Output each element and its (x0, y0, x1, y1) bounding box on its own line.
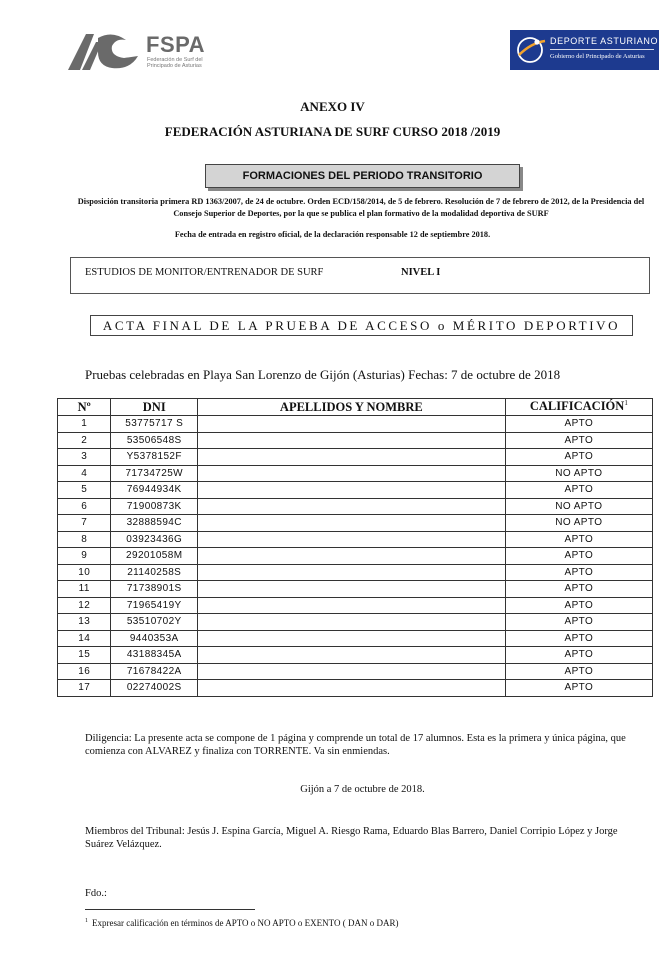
table-row (58, 597, 653, 614)
col-header-name: APELLIDOS Y NOMBRE (198, 399, 506, 416)
fecha-entrada-text: Fecha de entrada en registro oficial, de la declaración responsable 12 de septiembre 2018. (174, 230, 491, 239)
cell-name (198, 564, 506, 581)
firma-label: Fdo.: (85, 888, 107, 899)
estudios-box (70, 257, 650, 294)
miembros-tribunal-text: Miembros del Tribunal: Jesús J. Espina García, Miguel A. Riesgo Rama, Eduardo Blas Barrero, Daniel Corripio López y Jorge Suárez Velázquez. (85, 826, 618, 850)
table-row (58, 564, 653, 581)
fspa-name: FSPA (146, 32, 206, 57)
cell-calificacion: APTO (505, 630, 652, 647)
table-row (58, 663, 653, 680)
disposicion-text: Disposición transitoria primera RD 1363/2007, de 24 de octubre. Orden ECD/158/2014, de 5 de febrero. Resolución de 7 de febrero de 2012, de la Presidencia del Consejo Superior de Deportes, por la que se publica el plan formativo de la modalidad deportiva de SURF (77, 197, 645, 218)
cell-number: 14 (58, 630, 111, 647)
cell-dni: 71900873K (111, 498, 198, 515)
cell-calificacion: NO APTO (505, 515, 652, 532)
table-row (58, 581, 653, 598)
cell-dni: 71734725W (111, 465, 198, 482)
cell-number: 1 (58, 416, 111, 433)
cell-name (198, 548, 506, 565)
cell-calificacion: APTO (505, 548, 652, 565)
table-row (58, 630, 653, 647)
cell-name (198, 515, 506, 532)
deporte-asturiano-emblem-icon (515, 33, 547, 67)
formaciones-banner: FORMACIONES DEL PERIODO TRANSITORIO (205, 164, 520, 188)
table-row (58, 432, 653, 449)
cell-number: 6 (58, 498, 111, 515)
lugar-fecha-text: Gijón a 7 de octubre de 2018. (300, 784, 425, 795)
footnote-mark: 1 (85, 918, 88, 924)
cell-name (198, 482, 506, 499)
cell-calificacion: APTO (505, 482, 652, 499)
cell-dni: 76944934K (111, 482, 198, 499)
cell-calificacion: APTO (505, 449, 652, 466)
table-row (58, 482, 653, 499)
estudios-label: ESTUDIOS DE MONITOR/ENTRENADOR DE SURF (85, 267, 324, 278)
fspa-wave-icon (68, 32, 140, 70)
cell-dni: 21140258S (111, 564, 198, 581)
cell-dni: 71965419Y (111, 597, 198, 614)
diligencia-text: Diligencia: La presente acta se compone de 1 página y comprende un total de 17 alumnos. Esta es la primera y única página, que comienza con ALVAREZ y finaliza con TORRENTE. Va sin enmiendas. (85, 733, 626, 757)
cell-number: 11 (58, 581, 111, 598)
cell-name (198, 647, 506, 664)
pruebas-text: Pruebas celebradas en Playa San Lorenzo de Gijón (Asturias) Fechas: 7 de octubre de 2018 (85, 367, 561, 382)
cell-dni: 32888594C (111, 515, 198, 532)
cell-number: 3 (58, 449, 111, 466)
cell-name (198, 498, 506, 515)
table-row (58, 449, 653, 466)
cell-calificacion: APTO (505, 614, 652, 631)
results-table (57, 398, 653, 697)
cell-dni: Y5378152F (111, 449, 198, 466)
table-row (58, 614, 653, 631)
footnote-divider (85, 909, 255, 910)
cell-calificacion: APTO (505, 663, 652, 680)
cell-name (198, 449, 506, 466)
cell-dni: 53506548S (111, 432, 198, 449)
cell-name (198, 465, 506, 482)
table-row (58, 416, 653, 433)
cell-name (198, 432, 506, 449)
fspa-subtitle: Federación de Surf del Principado de Asturias (147, 57, 203, 69)
cell-name (198, 680, 506, 697)
cell-number: 9 (58, 548, 111, 565)
cell-dni: 71678422A (111, 663, 198, 680)
calificacion-label: CALIFICACIÓN (529, 399, 625, 414)
cell-dni: 53775717 S (111, 416, 198, 433)
deporte-asturiano-logo (510, 30, 659, 70)
cell-calificacion: APTO (505, 564, 652, 581)
cell-dni: 02274002S (111, 680, 198, 697)
cell-calificacion: APTO (505, 416, 652, 433)
cell-number: 13 (58, 614, 111, 631)
table-row (58, 498, 653, 515)
table-row (58, 680, 653, 697)
footnote-ref: 1 (624, 399, 628, 408)
col-header-dni: DNI (111, 399, 198, 416)
deporte-asturiano-subtitle: Gobierno del Principado de Asturias (550, 53, 645, 60)
cell-name (198, 630, 506, 647)
cell-name (198, 597, 506, 614)
federacion-heading: FEDERACIÓN ASTURIANA DE SURF CURSO 2018 /2019 (164, 124, 501, 139)
cell-dni: 43188345A (111, 647, 198, 664)
col-header-number: Nº (58, 399, 111, 416)
cell-number: 7 (58, 515, 111, 532)
cell-name (198, 531, 506, 548)
cell-calificacion: APTO (505, 647, 652, 664)
table-row (58, 548, 653, 565)
cell-calificacion: NO APTO (505, 465, 652, 482)
cell-dni: 29201058M (111, 548, 198, 565)
cell-dni: 9440353A (111, 630, 198, 647)
cell-name (198, 581, 506, 598)
col-header-calificacion (505, 399, 652, 416)
table-header-row (58, 399, 653, 416)
footnote-text: Expresar calificación en términos de APTO o NO APTO o EXENTO ( DAN o DAR) (92, 918, 399, 928)
cell-dni: 03923436G (111, 531, 198, 548)
cell-number: 15 (58, 647, 111, 664)
cell-calificacion: APTO (505, 581, 652, 598)
cell-calificacion: NO APTO (505, 498, 652, 515)
footnote (85, 918, 398, 928)
cell-number: 10 (58, 564, 111, 581)
cell-calificacion: APTO (505, 531, 652, 548)
deporte-asturiano-divider (550, 49, 654, 50)
table-row (58, 531, 653, 548)
table-row (58, 515, 653, 532)
cell-name (198, 416, 506, 433)
cell-calificacion: APTO (505, 597, 652, 614)
cell-name (198, 663, 506, 680)
table-row (58, 647, 653, 664)
cell-number: 17 (58, 680, 111, 697)
acta-title: ACTA FINAL DE LA PRUEBA DE ACCESO o MÉRITO DEPORTIVO (90, 315, 633, 336)
deporte-asturiano-title: DEPORTE ASTURIANO (550, 36, 659, 46)
anexo-heading: ANEXO IV (300, 99, 365, 114)
table-row (58, 465, 653, 482)
cell-number: 2 (58, 432, 111, 449)
cell-calificacion: APTO (505, 432, 652, 449)
cell-name (198, 614, 506, 631)
cell-number: 4 (58, 465, 111, 482)
cell-calificacion: APTO (505, 680, 652, 697)
cell-number: 16 (58, 663, 111, 680)
cell-number: 5 (58, 482, 111, 499)
cell-number: 8 (58, 531, 111, 548)
cell-dni: 71738901S (111, 581, 198, 598)
fspa-logo (68, 30, 218, 74)
cell-number: 12 (58, 597, 111, 614)
nivel-label: NIVEL I (401, 267, 441, 278)
cell-dni: 53510702Y (111, 614, 198, 631)
